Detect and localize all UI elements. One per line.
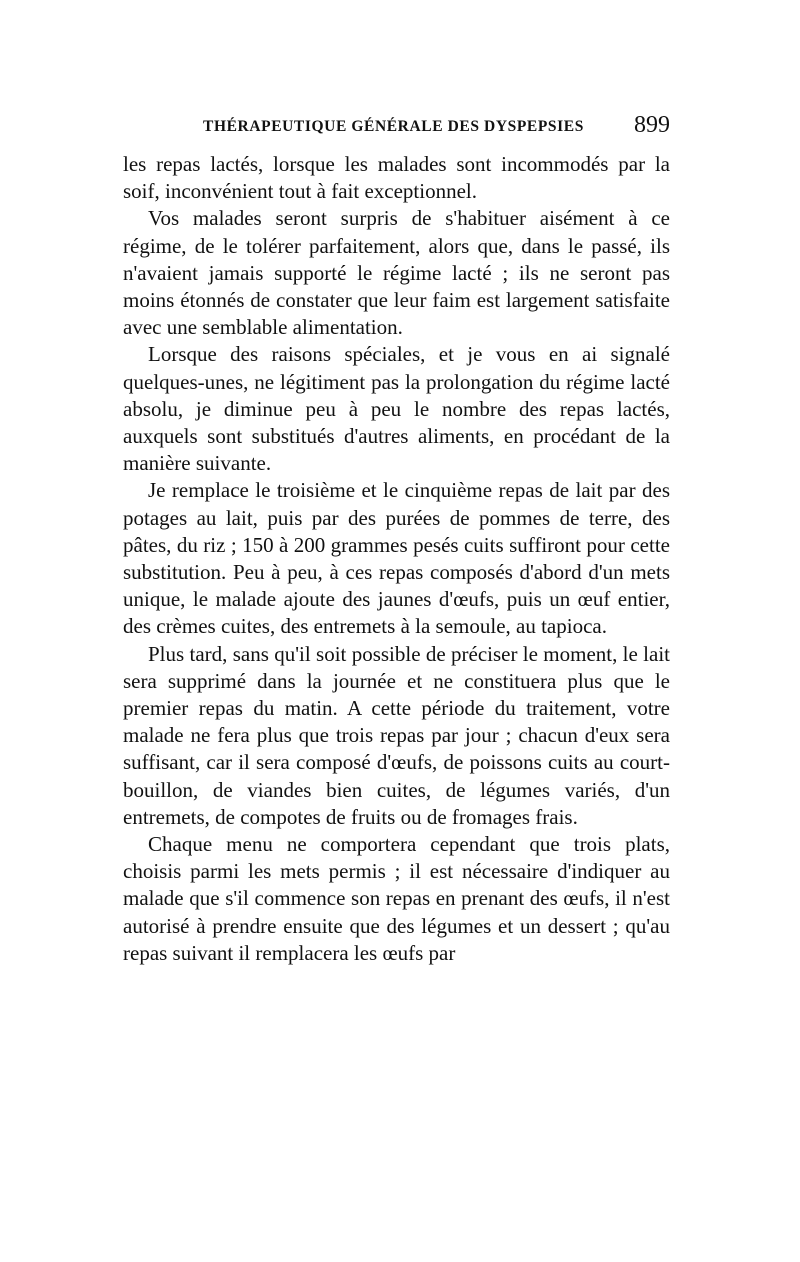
- page-number: 899: [634, 112, 670, 138]
- paragraph: Chaque menu ne comportera cependant que trois plats, choisis parmi les mets permis ; il est nécessaire d'indiquer au malade que s'il commence son repas en prenant des œufs, il n'est autorisé à prendre ensuite que des légumes et un dessert ; qu'au repas suivant il remplacera les œufs par: [123, 832, 670, 965]
- paragraph: Je remplace le troisième et le cinquième repas de lait par des potages au lait, puis par des purées de pommes de terre, des pâtes, du riz ; 150 à 200 grammes pesés cuits suffiront pour cette substitution. Peu à peu, à ces repas composés d'abord d'un mets unique, le malade ajoute des jaunes d'œufs, puis un œuf entier, des crèmes cuites, des entremets à la semoule, au tapioca.: [123, 478, 670, 639]
- paragraph: Vos malades seront surpris de s'habituer aisément à ce régime, de le tolérer parfaitement, alors que, dans le passé, ils n'avaient jamais supporté le régime lacté ; ils ne seront pas moins étonnés de constater que leur faim est largement satisfaite avec une semblable alimentation.: [123, 206, 670, 340]
- running-header: [123, 112, 670, 142]
- running-title: THÉRAPEUTIQUE GÉNÉRALE DES DYSPEPSIES: [203, 118, 584, 135]
- paragraph: Plus tard, sans qu'il soit possible de préciser le moment, le lait sera supprimé dans la journée et ne constituera plus que le premier repas du matin. A cette période du traitement, votre malade ne fera plus que trois repas par jour ; chacun d'eux sera suffisant, car il sera composé d'œufs, de poissons cuits au court-bouillon, de viandes bien cuites, de légumes variés, d'un entremets, de compotes de fruits ou de fromages frais.: [123, 641, 670, 829]
- body-text: [123, 151, 670, 967]
- paragraph: Lorsque des raisons spéciales, et je vous en ai signalé quelques-unes, ne légitiment pas la prolongation du régime lacté absolu, je diminue peu à peu le nombre des repas lactés, auxquels sont substitués d'autres aliments, en procédant de la manière suivante.: [123, 342, 670, 476]
- paragraph-continued: les repas lactés, lorsque les malades sont incommodés par la soif, inconvénient tout à fait exceptionnel.: [123, 152, 670, 204]
